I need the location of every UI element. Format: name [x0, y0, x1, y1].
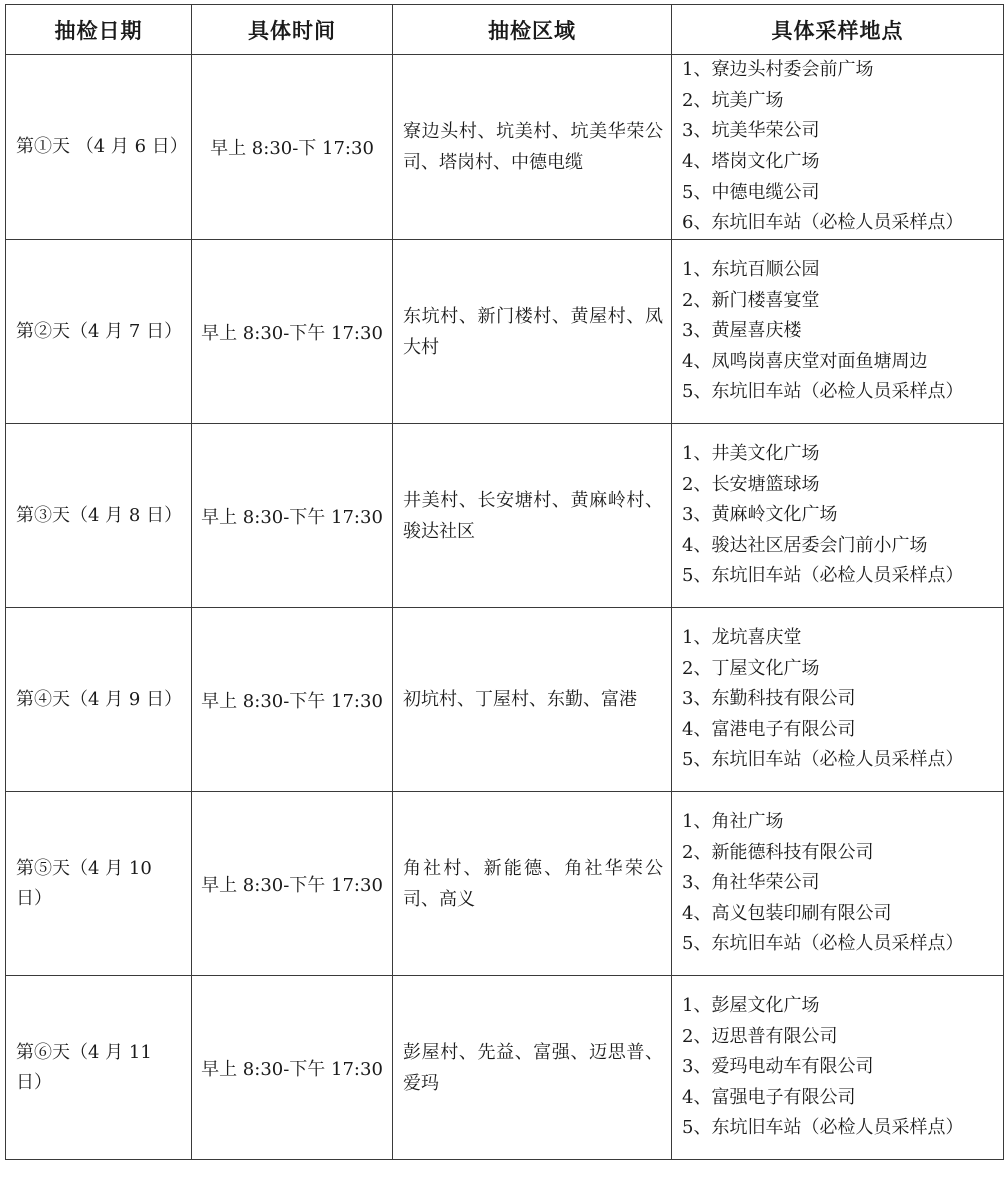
- site-list-item: 4、骏达社区居委会门前小广场: [682, 534, 928, 556]
- site-list-item: 5、东坑旧车站（必检人员采样点）: [682, 1117, 964, 1139]
- site-list-item: 2、坑美广场: [682, 89, 784, 111]
- site-list-item: 3、东勤科技有限公司: [682, 688, 856, 710]
- site-list-item: 2、长安塘篮球场: [682, 473, 820, 495]
- site-list-item: 1、东坑百顺公园: [682, 259, 820, 281]
- site-list-item: 3、黄屋喜庆楼: [682, 320, 802, 342]
- site-list-item: 5、东坑旧车站（必检人员采样点）: [682, 381, 964, 403]
- site-list-item: 5、中德电缆公司: [682, 181, 820, 203]
- site-list-item: 4、高义包装印刷有限公司: [682, 902, 892, 924]
- cell-time: 早上 8:30-下 17:30: [192, 55, 393, 240]
- cell-sites: [672, 608, 1004, 792]
- site-list-item: 3、角社华荣公司: [682, 872, 820, 894]
- header-date: 抽检日期: [6, 5, 192, 55]
- header-time: 具体时间: [192, 5, 393, 55]
- header-area: 抽检区域: [393, 5, 672, 55]
- cell-sites: [672, 240, 1004, 424]
- site-list-item: 6、东坑旧车站（必检人员采样点）: [682, 212, 964, 234]
- site-list-item: 1、寮边头村委会前广场: [682, 59, 874, 81]
- site-list: [682, 991, 997, 1144]
- site-list-item: 1、龙坑喜庆堂: [682, 627, 802, 649]
- table-row: [6, 240, 1004, 424]
- header-sites: 具体采样地点: [672, 5, 1004, 55]
- site-list-item: 2、迈思普有限公司: [682, 1025, 838, 1047]
- cell-date: 第④天（4 月 9 日）: [6, 608, 192, 792]
- table-header: [6, 5, 1004, 55]
- cell-time: 早上 8:30-下午 17:30: [192, 424, 393, 608]
- site-list-item: 4、塔岗文化广场: [682, 151, 820, 172]
- site-list: [682, 55, 997, 239]
- table-body: [6, 55, 1004, 1160]
- site-list-item: 4、凤鸣岗喜庆堂对面鱼塘周边: [682, 350, 928, 372]
- cell-area: 寮边头村、坑美村、坑美华荣公司、塔岗村、中德电缆: [393, 55, 672, 240]
- cell-sites: [672, 55, 1004, 240]
- site-list: [682, 255, 997, 408]
- table-row: [6, 792, 1004, 976]
- site-list: [682, 623, 997, 776]
- site-list-item: 4、富强电子有限公司: [682, 1086, 856, 1108]
- site-list: [682, 439, 997, 592]
- cell-area: 角社村、新能德、角社华荣公司、高义: [393, 792, 672, 976]
- cell-sites: [672, 792, 1004, 976]
- table-row: [6, 424, 1004, 608]
- cell-area: 井美村、长安塘村、黄麻岭村、骏达社区: [393, 424, 672, 608]
- site-list-item: 2、新门楼喜宴堂: [682, 289, 820, 311]
- cell-sites: [672, 976, 1004, 1160]
- cell-time: 早上 8:30-下午 17:30: [192, 240, 393, 424]
- cell-time: 早上 8:30-下午 17:30: [192, 608, 393, 792]
- site-list-item: 1、彭屋文化广场: [682, 995, 820, 1017]
- site-list-item: 5、东坑旧车站（必检人员采样点）: [682, 933, 964, 955]
- header-row: [6, 5, 1004, 55]
- cell-date: 第⑤天（4 月 10 日）: [6, 792, 192, 976]
- site-list-item: 2、新能德科技有限公司: [682, 841, 874, 863]
- site-list-item: 2、丁屋文化广场: [682, 657, 820, 679]
- site-list-item: 5、东坑旧车站（必检人员采样点）: [682, 749, 964, 771]
- cell-date: 第①天 （4 月 6 日）: [6, 55, 192, 240]
- cell-time: 早上 8:30-下午 17:30: [192, 792, 393, 976]
- site-list: [682, 807, 997, 960]
- cell-time: 早上 8:30-下午 17:30: [192, 976, 393, 1160]
- site-list-item: 1、角社广场: [682, 811, 784, 833]
- cell-sites: [672, 424, 1004, 608]
- sampling-schedule-table: [5, 4, 1004, 1160]
- cell-area: 初坑村、丁屋村、东勤、富港: [393, 608, 672, 792]
- site-list-item: 3、坑美华荣公司: [682, 120, 820, 142]
- table-row: [6, 55, 1004, 240]
- table-row: [6, 976, 1004, 1160]
- table-row: [6, 608, 1004, 792]
- site-list-item: 5、东坑旧车站（必检人员采样点）: [682, 565, 964, 587]
- cell-area: 东坑村、新门楼村、黄屋村、凤大村: [393, 240, 672, 424]
- cell-area: 彭屋村、先益、富强、迈思普、爱玛: [393, 976, 672, 1160]
- site-list-item: 3、黄麻岭文化广场: [682, 504, 838, 526]
- cell-date: 第②天（4 月 7 日）: [6, 240, 192, 424]
- site-list-item: 3、爱玛电动车有限公司: [682, 1056, 874, 1078]
- cell-date: 第⑥天（4 月 11 日）: [6, 976, 192, 1160]
- site-list-item: 1、井美文化广场: [682, 443, 820, 465]
- site-list-item: 4、富港电子有限公司: [682, 718, 856, 740]
- cell-date: 第③天（4 月 8 日）: [6, 424, 192, 608]
